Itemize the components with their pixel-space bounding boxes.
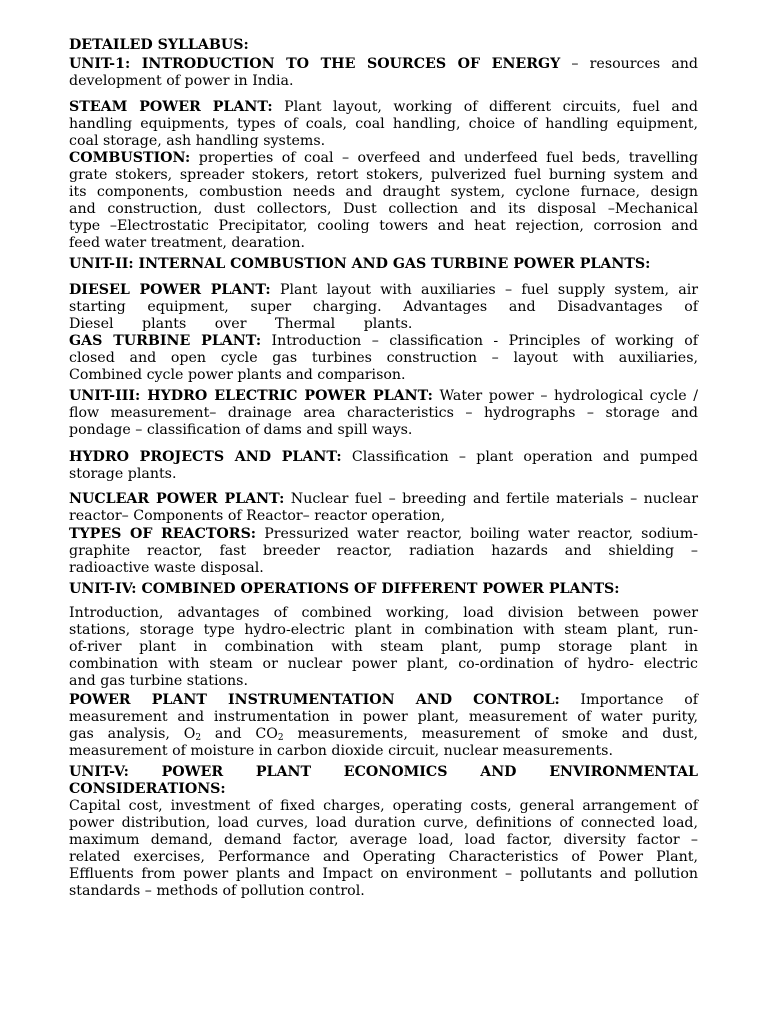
unit1-heading-line: UNIT-1: INTRODUCTION TO THE SOURCES OF ENERGY – resources and	[69, 56, 698, 72]
combustion-line: grate stokers, spreader stokers, retort stokers, pulverized fuel burning system and	[69, 167, 698, 183]
unit5-line: power distribution, load curves, load duration curve, definitions of connected load,	[69, 815, 698, 831]
combustion-line: feed water treatment, dearation.	[69, 235, 305, 251]
unit4-line: stations, storage type hydro-electric plant in combination with steam plant, run-	[69, 622, 698, 638]
unit2-heading: UNIT-II: INTERNAL COMBUSTION AND GAS TURBINE POWER PLANTS:	[69, 256, 651, 272]
combustion-line: type –Electrostatic Precipitator, cooling towers and heat rejection, corrosion and	[69, 218, 698, 234]
combustion-line: COMBUSTION: properties of coal – overfeed and underfeed fuel beds, travelling	[69, 150, 698, 166]
instrumentation-line: gas analysis, $O_2$ and $CO_2$ measurements, measurement of smoke and dust,	[69, 726, 699, 743]
instrumentation-line: measurement of moisture in carbon dioxide circuit, nuclear measurements.	[69, 743, 613, 759]
unit4-line: and gas turbine stations.	[69, 673, 248, 689]
hydro-projects-line: storage plants.	[69, 466, 177, 482]
gas-turbine-line: GAS TURBINE PLANT: Introduction – classification - Principles of working of	[69, 333, 698, 349]
hydro-projects-line: HYDRO PROJECTS AND PLANT: Classification – plant operation and pumped	[69, 449, 698, 465]
unit4-heading: UNIT-IV: COMBINED OPERATIONS OF DIFFERENT POWER PLANTS:	[69, 581, 620, 597]
steam-plant-line: STEAM POWER PLANT: Plant layout, working of different circuits, fuel and	[69, 99, 698, 115]
nuclear-plant-line: NUCLEAR POWER PLANT: Nuclear fuel – breeding and fertile materials – nuclear	[69, 491, 698, 507]
unit5-line: Effluents from power plants and Impact on environment – pollutants and pollution	[69, 866, 698, 882]
unit3-line: UNIT-III: HYDRO ELECTRIC POWER PLANT: Water power – hydrological cycle /	[69, 388, 698, 404]
unit4-line: of-river plant in combination with steam plant, pump storage plant in	[69, 639, 698, 655]
unit4-line: Introduction, advantages of combined working, load division between power	[69, 605, 698, 621]
instrumentation-line: POWER PLANT INSTRUMENTATION AND CONTROL: Importance of	[69, 692, 698, 708]
unit4-line: combination with steam or nuclear power plant, co-ordination of hydro- electric	[69, 656, 698, 672]
unit5-line: standards – methods of pollution control.	[69, 883, 365, 899]
reactor-types-line: graphite reactor, fast breeder reactor, radiation hazards and shielding –	[69, 543, 698, 559]
unit5-line: Capital cost, investment of fixed charges, operating costs, general arrangement of	[69, 798, 698, 814]
unit5-line: related exercises, Performance and Operating Characteristics of Power Plant,	[69, 849, 698, 865]
diesel-plant-line: starting equipment, super charging. Advantages and Disadvantages of	[69, 299, 698, 315]
unit5-line: maximum demand, demand factor, average load, load factor, diversity factor –	[69, 832, 698, 848]
instrumentation-line: measurement and instrumentation in power plant, measurement of water purity,	[69, 709, 698, 725]
syllabus-title: DETAILED SYLLABUS:	[69, 37, 249, 53]
steam-plant-line: coal storage, ash handling systems.	[69, 133, 326, 149]
unit1-intro-line: development of power in India.	[69, 73, 294, 89]
unit5-heading-line: UNIT-V: POWER PLANT ECONOMICS AND ENVIRONMENTAL	[69, 764, 698, 780]
reactor-types-line: TYPES OF REACTORS: Pressurized water reactor, boiling water reactor, sodium-	[69, 526, 699, 542]
combustion-line: its components, combustion needs and draught system, cyclone furnace, design	[69, 184, 698, 200]
gas-turbine-line: closed and open cycle gas turbines construction – layout with auxiliaries,	[69, 350, 698, 366]
diesel-plant-line: Diesel plants over Thermal plants.	[69, 316, 413, 332]
nuclear-plant-line: reactor– Components of Reactor– reactor operation,	[69, 508, 446, 524]
gas-turbine-line: Combined cycle power plants and comparison.	[69, 367, 406, 383]
unit3-line: flow measurement– drainage area characteristics – hydrographs – storage and	[69, 405, 698, 421]
unit3-line: pondage – classification of dams and spill ways.	[69, 422, 413, 438]
reactor-types-line: radioactive waste disposal.	[69, 560, 264, 576]
combustion-line: and construction, dust collectors, Dust collection and its disposal –Mechanical	[69, 201, 698, 217]
diesel-plant-line: DIESEL POWER PLANT: Plant layout with auxiliaries – fuel supply system, air	[69, 282, 699, 298]
steam-plant-line: handling equipments, types of coals, coal handling, choice of handling equipment,	[69, 116, 698, 132]
unit5-heading-line: CONSIDERATIONS:	[69, 781, 226, 797]
